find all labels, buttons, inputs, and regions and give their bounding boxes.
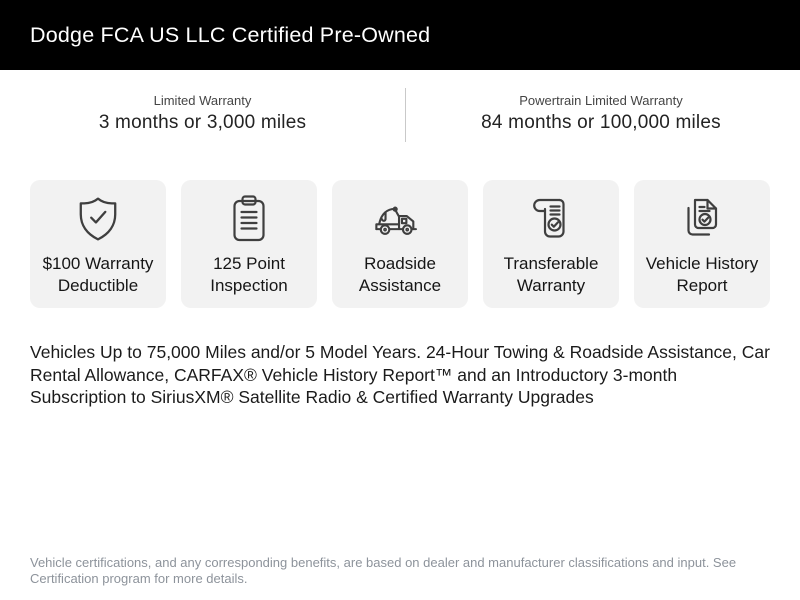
tow-truck-icon (373, 192, 427, 246)
benefit-card-inspection (181, 180, 317, 308)
benefit-card-history-report (634, 180, 770, 308)
benefit-label: $100 Warranty Deductible (42, 254, 154, 295)
benefit-cards (30, 180, 770, 308)
benefit-card-roadside (332, 180, 468, 308)
history-report-icon (680, 192, 724, 246)
header-bar (0, 0, 800, 70)
benefit-card-transferable (483, 180, 619, 308)
warranty-value: 84 months or 100,000 miles (481, 112, 721, 133)
page-title: Dodge FCA US LLC Certified Pre-Owned (30, 22, 431, 47)
benefit-label: Transferable Warranty (503, 254, 599, 295)
warranty-summary (0, 88, 800, 142)
limited-warranty-column (0, 88, 405, 142)
warranty-scroll-icon (531, 192, 571, 246)
inspection-clipboard-icon (231, 192, 267, 246)
benefit-label: Roadside Assistance (358, 254, 442, 295)
shield-check-icon (77, 192, 119, 246)
program-description: Vehicles Up to 75,000 Miles and/or 5 Model Years. 24-Hour Towing & Roadside Assistance, Car Rental Allowance, CARFAX® Vehicle History Report™ and an Introductory 3-month Subscription to SiriusXM® Satellite Radio & Certified Warranty Upgrades (30, 342, 770, 407)
warranty-value: 3 months or 3,000 miles (98, 112, 307, 133)
warranty-label: Powertrain Limited Warranty (519, 93, 683, 108)
benefit-card-warranty-deductible (30, 180, 166, 308)
benefit-label: Vehicle History Report (645, 254, 759, 295)
benefit-label: 125 Point Inspection (210, 254, 288, 295)
warranty-label: Limited Warranty (153, 93, 252, 108)
certification-disclaimer: Vehicle certifications, and any corresponding benefits, are based on dealer and manufacturer classifications and input. See Certification program for more details. (30, 555, 737, 586)
powertrain-warranty-column (406, 88, 796, 142)
